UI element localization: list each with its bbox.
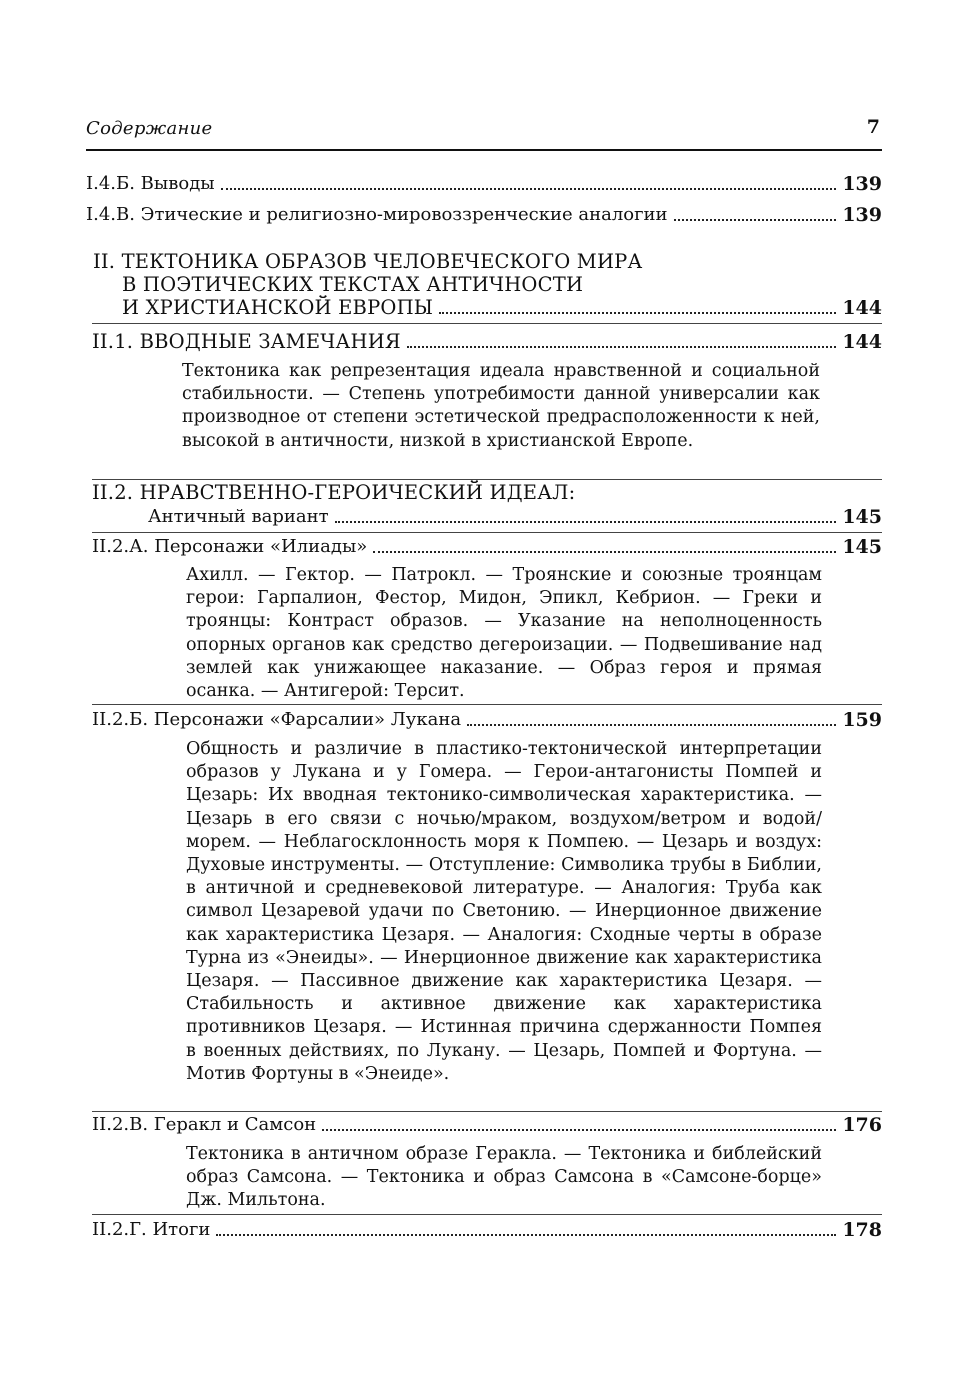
toc-entry-label: II.2.Б. Персонажи «Фарсалии» Лукана — [92, 709, 462, 730]
toc-entry-ii2a[interactable] — [92, 535, 882, 559]
running-title: Содержание — [86, 118, 213, 139]
section-ii2-title-line1: II.2. НРАВСТВЕННО-ГЕРОИЧЕСКИЙ ИДЕАЛ: — [92, 481, 576, 504]
entry-description-ii2a: Ахилл. — Гектор. — Патрокл. — Троянские и союзные троянцам герои: Гарпалион, Фестор, Мидон, Эпикл, Кебрион. — Греки и троянцы: Контраст образов. — Указание на неполноценность опорных органов как средство дегероизации. — Подвешивание над землей как унижающее наказание. — Образ героя и прямая осанка. — Антигерой: Терсит. — [186, 565, 822, 702]
dot-leader — [439, 312, 836, 314]
entry-separator — [92, 1111, 882, 1112]
entry-description-ii2b: Общность и различие в пластико-тектонической интерпретации образов у Лукана и у Гомера. — Герои-антагонисты Помпей и Цезарь: Их вводная тектонико-символическая характеристика. — Цезарь в его связи с ночью/мраком, воздухом/ветром и водой/морем. — Неблагосклонность моря к Помпею. — Цезарь и воздух: Духовые инструменты. — Отступление: Символика трубы в Библии, в античной и средневековой литературе. — Аналогия: Труба как символ Цезаревой удачи по Светонию. — Инерционное движение как характеристика Цезаря. — Аналогия: Сходные черты в образе Турна из «Энеиды». — Инерционное движение как характеристика Цезаря. — Пассивное движение как характеристика Цезаря. — Стабильность и активное движение как характеристика противников Цезаря. — Истинная причина сдержанности Помпея в военных действиях, по Лукану. — Цезарь, Помпей и Фортуна. — Мотив Фортуны в «Энеиде». — [186, 739, 822, 1084]
toc-entry-page: 144 — [842, 331, 882, 353]
header-rule — [86, 149, 882, 151]
dot-leader — [216, 1234, 836, 1236]
toc-entry-page: 144 — [842, 297, 882, 319]
toc-entry-label: II.1. ВВОДНЫЕ ЗАМЕЧАНИЯ — [92, 330, 401, 353]
dot-leader — [373, 551, 836, 553]
toc-entry-ii[interactable] — [122, 296, 882, 320]
dot-leader — [322, 1129, 836, 1131]
toc-entry-page: 145 — [842, 536, 882, 558]
toc-entry-page: 159 — [842, 709, 882, 731]
toc-entry-page: 139 — [842, 204, 882, 226]
dot-leader — [467, 724, 836, 726]
entry-description-ii1: Тектоника как репрезентация идеала нравственной и социальной стабильности. — Степень употребимости данной универсалии как производное от степени эстетической предрасположенности к ней, высокой в античности, низкой в христианской Европе. — [182, 361, 820, 451]
toc-entry-i4v[interactable] — [86, 203, 882, 227]
toc-entry-ii2[interactable] — [148, 505, 882, 529]
toc-entry-ii2g[interactable] — [92, 1218, 882, 1242]
running-head — [86, 116, 882, 146]
toc-entry-label: II.2.Г. Итоги — [92, 1219, 211, 1240]
section-ii-title-line2: В ПОЭТИЧЕСКИХ ТЕКСТАХ АНТИЧНОСТИ — [122, 273, 584, 296]
toc-entry-label: II.2.В. Геракл и Самсон — [92, 1114, 317, 1135]
toc-entry-i4b[interactable] — [86, 172, 882, 196]
toc-entry-ii2v[interactable] — [92, 1113, 882, 1137]
toc-entry-label: Античный вариант — [148, 506, 329, 527]
toc-entry-page: 145 — [842, 506, 882, 528]
entry-separator — [92, 323, 882, 324]
page-number: 7 — [866, 116, 880, 138]
dot-leader — [335, 521, 837, 523]
toc-entry-ii1[interactable] — [92, 330, 882, 354]
toc-entry-page: 176 — [842, 1114, 882, 1136]
entry-separator — [92, 704, 882, 705]
toc-entry-page: 139 — [842, 173, 882, 195]
dot-leader — [221, 188, 837, 190]
dot-leader — [407, 346, 836, 348]
section-ii-title-line1: II. ТЕКТОНИКА ОБРАЗОВ ЧЕЛОВЕЧЕСКОГО МИРА — [93, 250, 643, 273]
section-ii-title-line3: И ХРИСТИАНСКОЙ ЕВРОПЫ — [122, 296, 434, 319]
entry-separator — [92, 532, 882, 533]
toc-entry-page: 178 — [842, 1219, 882, 1241]
toc-entry-label: I.4.Б. Выводы — [86, 173, 215, 194]
entry-description-ii2v: Тектоника в античном образе Геракла. — Тектоника и библейский образ Самсона. — Тектоника и образ Самсона в «Самсоне-борце» Дж. Мильтона. — [186, 1144, 822, 1211]
entry-separator — [92, 479, 882, 480]
entry-separator — [92, 1214, 882, 1215]
toc-entry-label: I.4.В. Этические и религиозно-мировоззренческие аналогии — [86, 204, 668, 225]
toc-entry-label: II.2.А. Персонажи «Илиады» — [92, 536, 368, 557]
toc-entry-ii2b[interactable] — [92, 708, 882, 732]
dot-leader — [674, 219, 837, 221]
